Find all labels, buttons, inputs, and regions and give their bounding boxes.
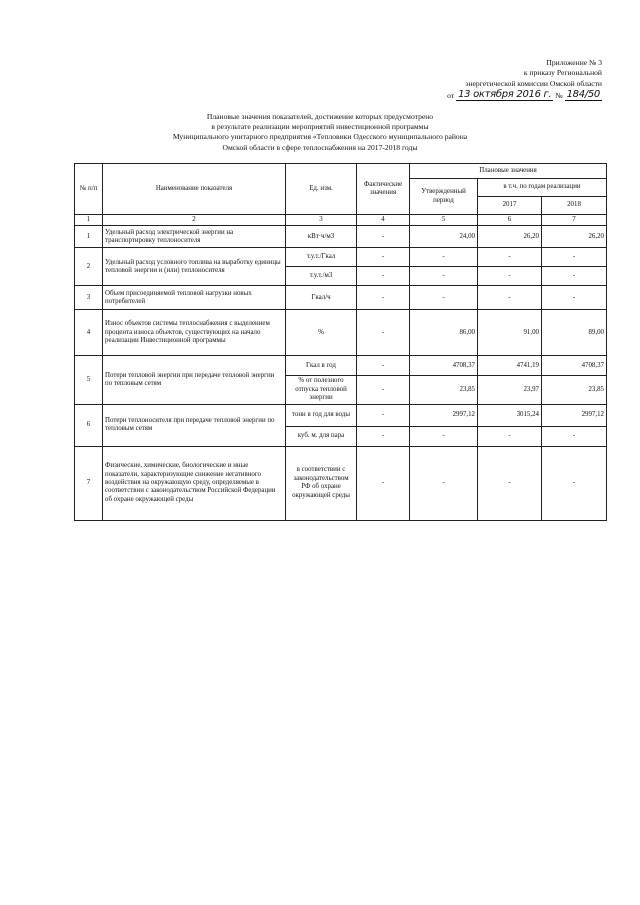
actual-cell: - [357, 426, 410, 446]
unit-cell: т.у.т./Гкал [286, 248, 357, 267]
table-row [75, 286, 607, 310]
col-number: 1 [75, 215, 103, 226]
y2017-cell: 26,20 [478, 226, 542, 248]
col-number: 2 [103, 215, 286, 226]
indicator-name: Потери тепловой энергии при передаче тепловой энергии по тепловым сетям [103, 356, 286, 404]
y2017-cell: - [478, 286, 542, 310]
y2018-cell: - [542, 286, 607, 310]
col-number: 3 [286, 215, 357, 226]
y2017-cell: 23,97 [478, 376, 542, 404]
column-numbers-row [75, 215, 607, 226]
indicator-name: Износ объектов системы теплоснабжения с выделением процента износа объектов, существующих на начало реализации Инвестиционной программы [103, 310, 286, 356]
unit-cell: Гкал/ч [286, 286, 357, 310]
actual-cell: - [357, 376, 410, 404]
table-row [75, 248, 607, 267]
approved-cell: 2997,12 [410, 404, 478, 426]
unit-cell: тонн в год для воды [286, 404, 357, 426]
row-number: 6 [75, 404, 103, 446]
approved-cell: 86,00 [410, 310, 478, 356]
approved-cell: 4708,37 [410, 356, 478, 376]
col-number: 6 [478, 215, 542, 226]
indicator-name: Удельный расход условного топлива на выработку единицы тепловой энергии и (или) теплоносителя [103, 248, 286, 286]
unit-cell: кВт·ч/м3 [286, 226, 357, 248]
header-actual: Фактические значения [357, 164, 410, 215]
appendix-line-3: энергетической комиссии Омской области [465, 78, 602, 88]
y2018-cell: - [542, 248, 607, 267]
header-approved: Утвержденный период [410, 179, 478, 215]
title-line-2: в результате реализации мероприятий инвестиционной программы [211, 122, 429, 132]
y2018-cell: - [542, 426, 607, 446]
table-row [75, 446, 607, 520]
table-row [75, 310, 607, 356]
approved-cell: - [410, 248, 478, 267]
approved-cell: - [410, 267, 478, 286]
row-number: 3 [75, 286, 103, 310]
approved-cell: - [410, 286, 478, 310]
actual-cell: - [357, 248, 410, 267]
actual-cell: - [357, 286, 410, 310]
approved-cell: 23,85 [410, 376, 478, 404]
indicator-name: Потери теплоносителя при передаче тепловой энергии по тепловым сетям [103, 404, 286, 446]
document-title [110, 112, 530, 153]
y2018-cell: 23,85 [542, 376, 607, 404]
title-line-1: Плановые значения показателей, достижение которых предусмотрено [206, 112, 434, 121]
y2017-cell: - [478, 446, 542, 520]
y2018-cell: 89,00 [542, 310, 607, 356]
y2017-cell: 4741,19 [478, 356, 542, 376]
y2018-cell: - [542, 446, 607, 520]
y2017-cell: 3015,24 [478, 404, 542, 426]
y2017-cell: - [478, 426, 542, 446]
row-number: 1 [75, 226, 103, 248]
approved-cell: - [410, 426, 478, 446]
number-prefix: № [555, 90, 563, 100]
indicator-name: Объем присоединяемой тепловой нагрузки новых потребителей [103, 286, 286, 310]
header-unit: Ед. изм. [286, 164, 357, 215]
unit-cell: куб. м. для пара [286, 426, 357, 446]
y2018-cell: - [542, 267, 607, 286]
col-number: 5 [410, 215, 478, 226]
approved-cell: 24,00 [410, 226, 478, 248]
approved-cell: - [410, 446, 478, 520]
header-planned: Плановые значения [410, 164, 607, 179]
row-number: 4 [75, 310, 103, 356]
header-by-years: в т.ч. по годам реализации [478, 179, 607, 197]
row-number: 7 [75, 446, 103, 520]
appendix-block [402, 58, 602, 101]
handwritten-number: 184/50 [566, 89, 600, 101]
appendix-line-1: Приложение № 3 [546, 58, 602, 67]
header-2017: 2017 [478, 197, 542, 215]
col-number: 7 [542, 215, 607, 226]
title-line-4: Омской области в сфере теплоснабжения на 2017-2018 годы [222, 142, 418, 152]
handwritten-date: 13 октября 2016 г. [458, 89, 552, 101]
header-name: Наименование показателя [103, 164, 286, 215]
table-row [75, 226, 607, 248]
appendix-line-2: к приказу Региональной [523, 68, 602, 78]
indicators-table [74, 163, 607, 521]
col-number: 4 [357, 215, 410, 226]
y2017-cell: - [478, 248, 542, 267]
actual-cell: - [357, 310, 410, 356]
row-number: 2 [75, 248, 103, 286]
y2017-cell: - [478, 267, 542, 286]
unit-cell: т.у.т./м3 [286, 267, 357, 286]
title-line-3: Муниципального унитарного предприятия «Тепловики Одесского муниципального района [172, 132, 468, 142]
unit-cell: % от полезного отпуска тепловой энергии [286, 376, 357, 404]
table-row [75, 356, 607, 376]
actual-cell: - [357, 404, 410, 426]
indicator-name: Удельный расход электрической энергии на транспортировку теплоносителя [103, 226, 286, 248]
actual-cell: - [357, 226, 410, 248]
header-2018: 2018 [542, 197, 607, 215]
unit-cell: Гкал в год [286, 356, 357, 376]
y2018-cell: 26,20 [542, 226, 607, 248]
indicator-name: Физические, химические, биологические и иные показатели, характеризующие снижение негативного воздействия на окружающую среду, определяемые в соответствии с законодательством Российской Федерации об охране окружающей среды [103, 446, 286, 520]
actual-cell: - [357, 267, 410, 286]
y2018-cell: 2997,12 [542, 404, 607, 426]
y2018-cell: 4708,37 [542, 356, 607, 376]
unit-cell: % [286, 310, 357, 356]
unit-cell: в соответствии с законодательством РФ об охране окружающей среды [286, 446, 357, 520]
appendix-date-line [402, 89, 602, 101]
actual-cell: - [357, 356, 410, 376]
y2017-cell: 91,00 [478, 310, 542, 356]
header-num: № п/п [75, 164, 103, 215]
date-prefix: от [447, 90, 455, 100]
table-row [75, 404, 607, 426]
actual-cell: - [357, 446, 410, 520]
row-number: 5 [75, 356, 103, 404]
